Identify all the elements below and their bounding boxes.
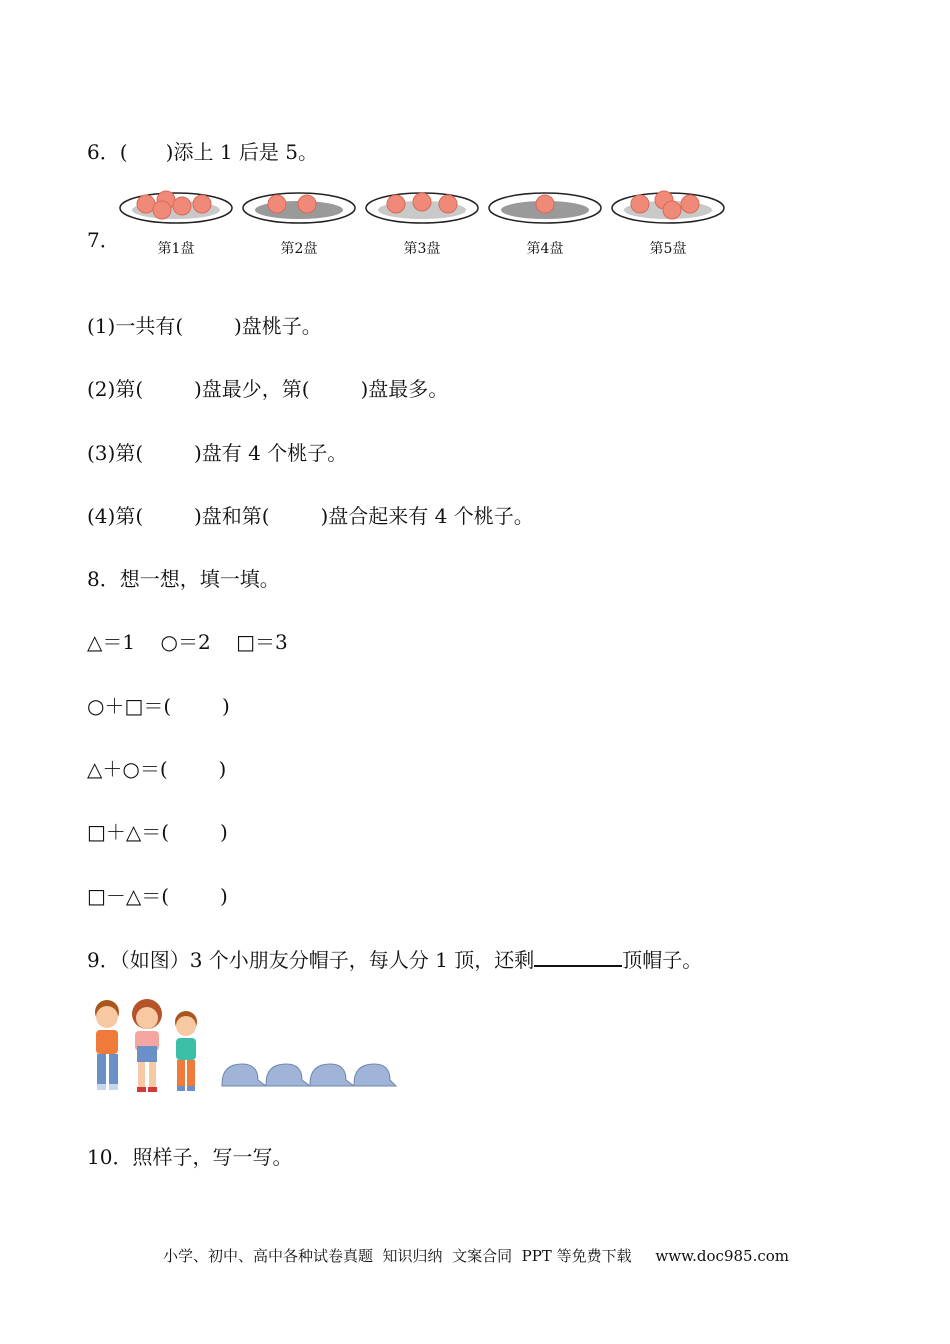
question-8-legend: △＝1 ○＝2 □＝3 — [87, 630, 288, 654]
plate-2 — [241, 186, 357, 266]
question-8-title: 8．想一想，填一填。 — [87, 567, 280, 591]
question-8-equation-1: ○＋□＝( ) — [87, 694, 230, 718]
question-9-text-before: 9．（如图）3 个小朋友分帽子，每人分 1 顶，还剩 — [87, 948, 535, 972]
question-8-equation-2: △＋○＝( ) — [87, 757, 227, 781]
plate-label: 第4盘 — [526, 241, 564, 257]
question-7-sub-2: (2)第( )盘最少，第( )盘最多。 — [87, 377, 449, 401]
answer-blank — [534, 947, 622, 967]
plate-1 — [118, 186, 234, 266]
plate-4 — [487, 186, 603, 266]
question-8-equation-4: □－△＝( ) — [87, 884, 228, 908]
child-1 — [95, 1000, 119, 1090]
question-7-sub-3: (3)第( )盘有 4 个桃子。 — [87, 441, 348, 465]
plate-label: 第5盘 — [649, 241, 687, 257]
question-7-sub-1: (1)一共有( )盘桃子。 — [87, 314, 322, 338]
children-and-caps-figure — [88, 998, 398, 1100]
plate-label: 第3盘 — [403, 241, 441, 257]
child-3 — [175, 1011, 197, 1091]
plate-3 — [364, 186, 480, 266]
question-9-text-after: 顶帽子。 — [622, 948, 703, 972]
child-2 — [132, 999, 162, 1092]
peach-plates-figure — [118, 186, 738, 266]
question-9 — [87, 947, 702, 972]
footer-text: 小学、初中、高中各种试卷真题 知识归纳 文案合同 PPT 等免费下载 www.doc985.com — [163, 1247, 790, 1265]
question-6: 6．( )添上 1 后是 5。 — [87, 140, 318, 164]
question-10: 10．照样子，写一写。 — [87, 1145, 293, 1169]
plate-label: 第1盘 — [157, 241, 195, 257]
plate-5 — [610, 186, 726, 266]
question-7-sub-4: (4)第( )盘和第( )盘合起来有 4 个桃子。 — [87, 504, 534, 528]
question-8-equation-3: □＋△＝( ) — [87, 820, 228, 844]
question-7-number: 7． — [87, 228, 120, 252]
caps — [222, 1064, 396, 1086]
plate-label: 第2盘 — [280, 241, 318, 257]
